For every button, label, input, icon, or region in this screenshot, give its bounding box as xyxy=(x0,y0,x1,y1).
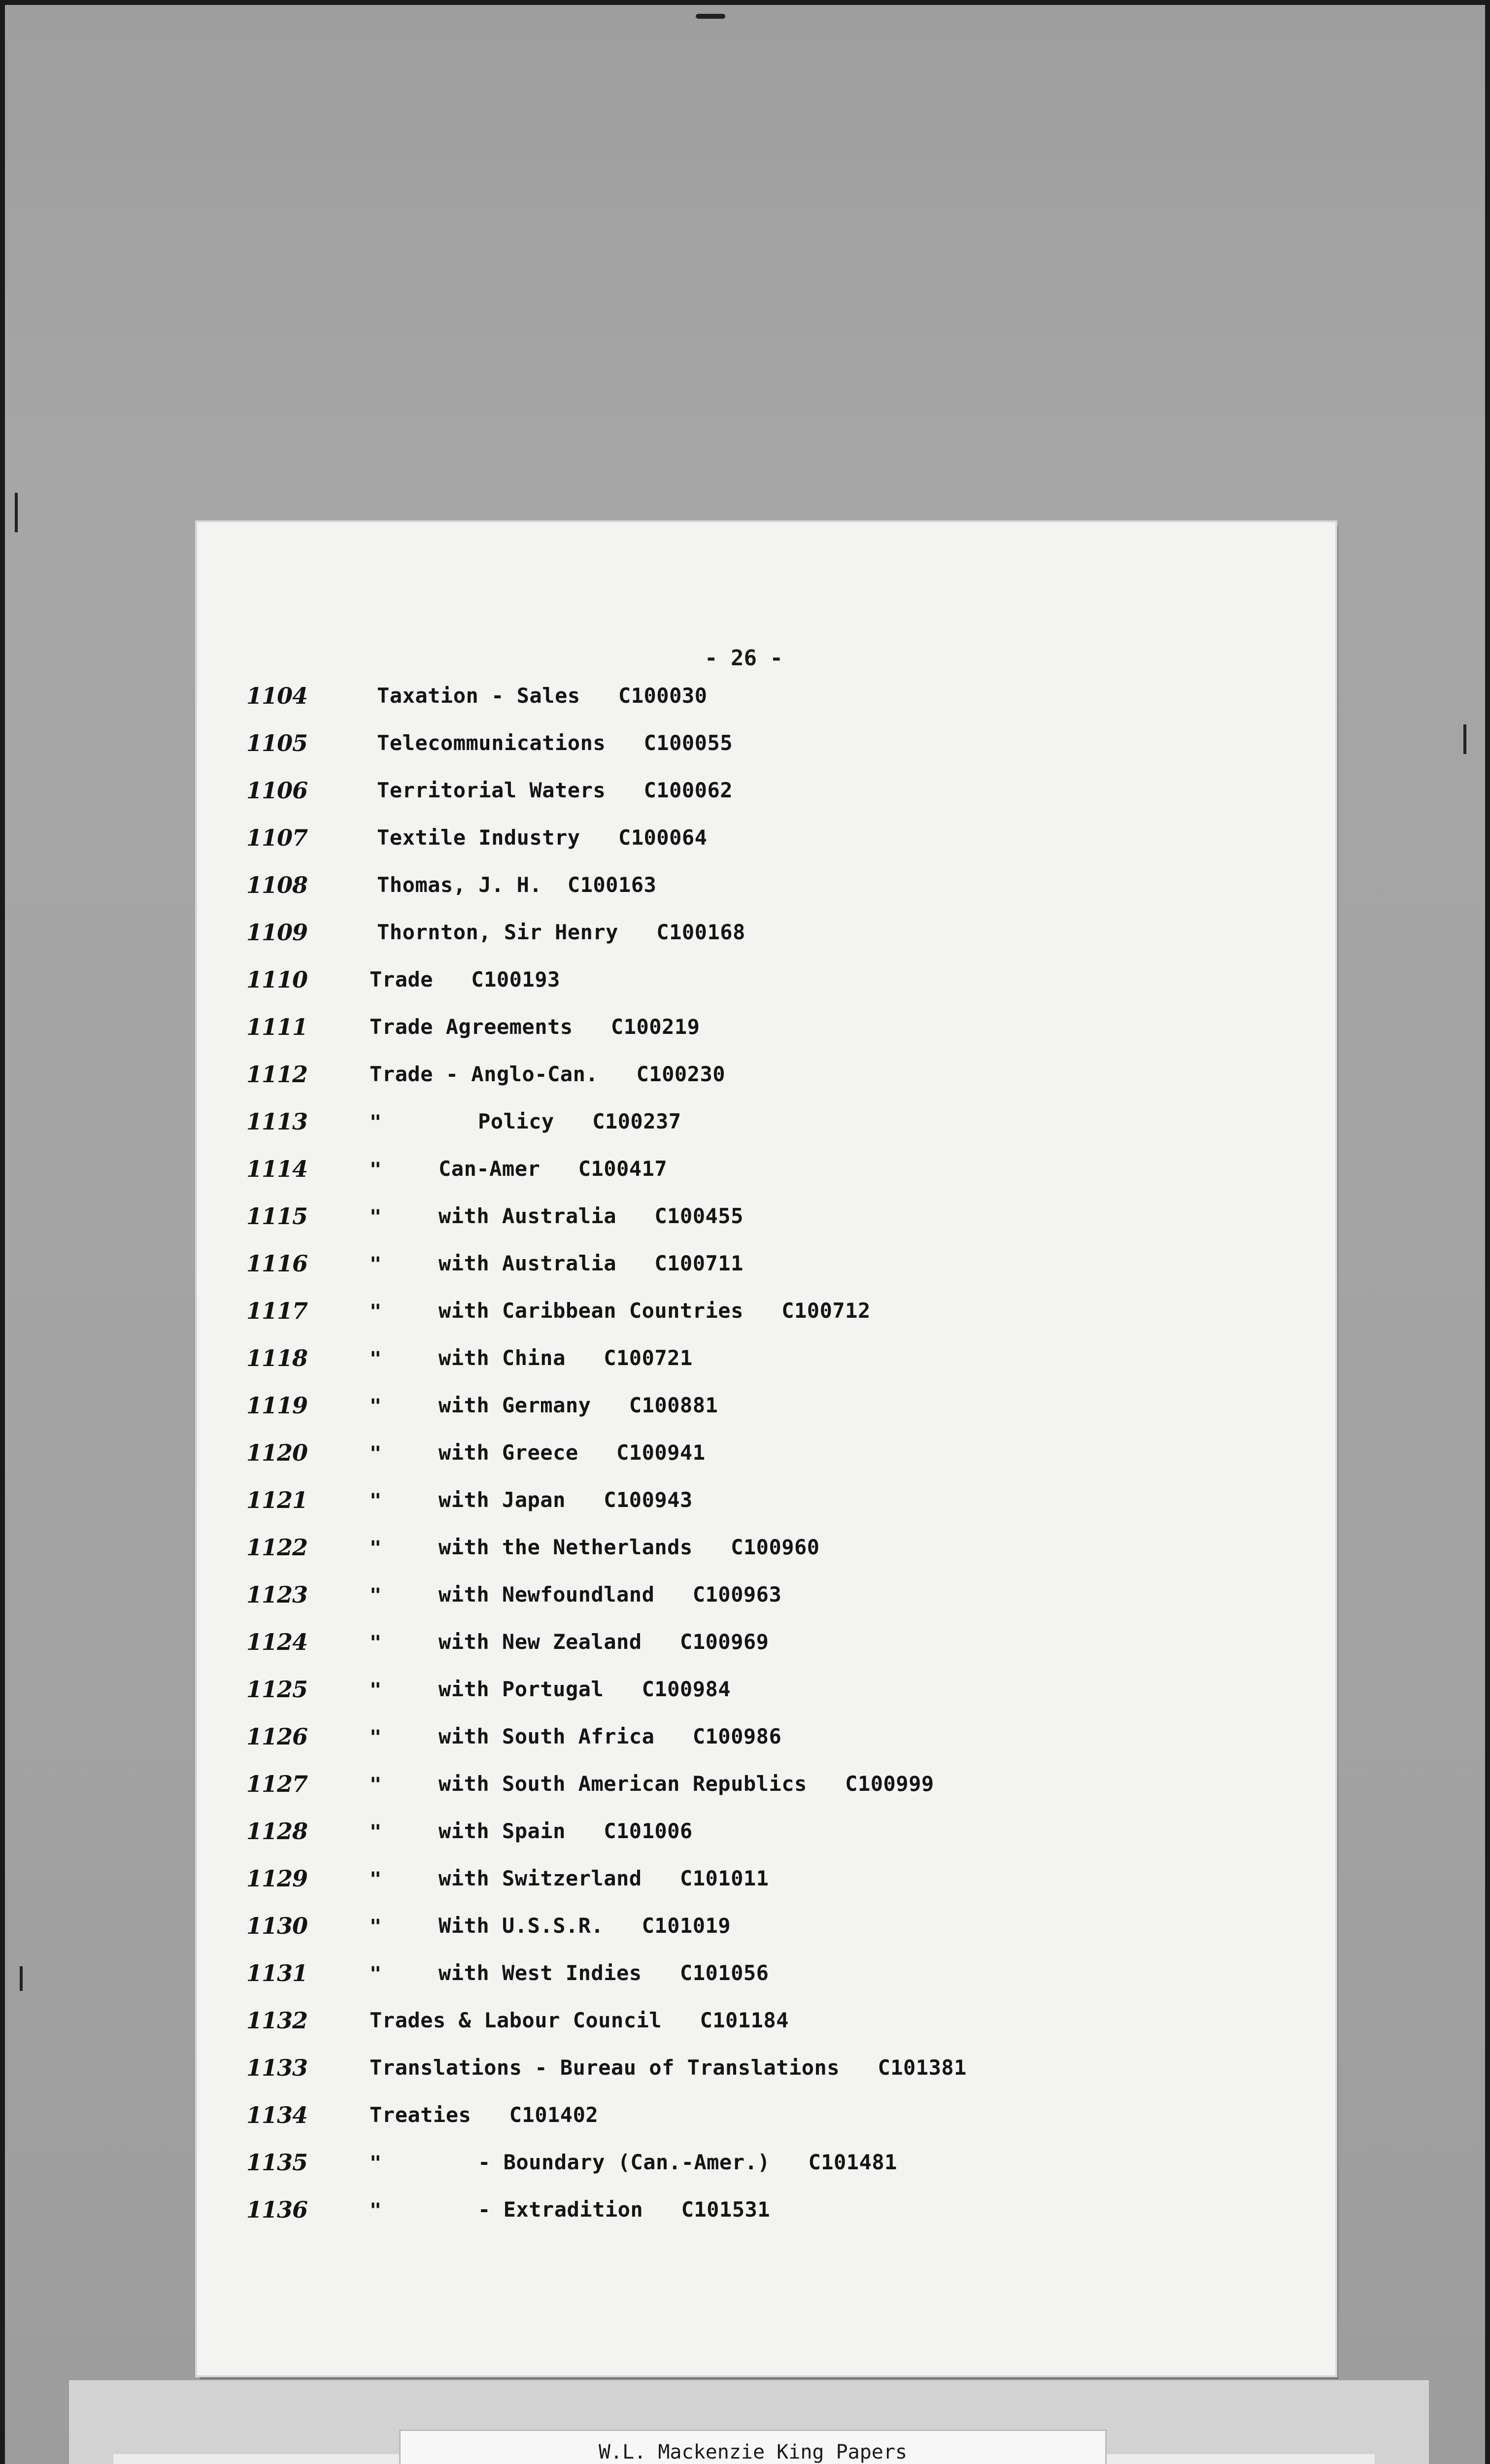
index-entry xyxy=(197,872,1335,919)
ditto-mark: " xyxy=(370,1632,382,1654)
ditto-mark: " xyxy=(370,1111,382,1134)
index-entry xyxy=(197,1581,1335,1629)
entry-text: - Extradition C101531 xyxy=(478,2197,771,2222)
index-entry xyxy=(197,1203,1335,1250)
entry-text: Treaties C101402 xyxy=(370,2103,599,2127)
entry-number: 1130 xyxy=(246,1913,308,1939)
entry-number: 1118 xyxy=(246,1345,308,1371)
entry-text: with West Indies C101056 xyxy=(439,1961,769,1985)
entry-number: 1131 xyxy=(246,1960,308,1986)
index-entry xyxy=(197,1818,1335,1865)
collection-strip xyxy=(399,2430,1107,2464)
entry-text: with Japan C100943 xyxy=(439,1488,693,1512)
ditto-mark: " xyxy=(370,1490,382,1512)
entry-text: Trades & Labour Council C101184 xyxy=(370,2008,789,2032)
film-mark xyxy=(696,14,725,19)
entry-text: Policy C100237 xyxy=(478,1109,681,1133)
index-entry xyxy=(197,1913,1335,1960)
index-entry xyxy=(197,1156,1335,1203)
entry-text: with Greece C100941 xyxy=(439,1440,706,1465)
index-entry xyxy=(197,1676,1335,1723)
entry-number: 1128 xyxy=(246,1818,308,1845)
entry-text: Trade - Anglo-Can. C100230 xyxy=(370,1062,726,1086)
entry-number: 1121 xyxy=(246,1487,308,1513)
film-scratch xyxy=(20,1966,23,1991)
entry-number: 1110 xyxy=(246,966,308,993)
entry-number: 1114 xyxy=(246,1156,308,1182)
entry-number: 1117 xyxy=(246,1298,308,1324)
archive-label-card xyxy=(69,2380,1429,2464)
entry-number: 1123 xyxy=(246,1581,308,1608)
entry-text: Trade C100193 xyxy=(370,967,560,992)
entry-text: with South Africa C100986 xyxy=(439,1724,782,1748)
ditto-mark: " xyxy=(370,1916,382,1938)
index-entry xyxy=(197,1487,1335,1534)
index-entry xyxy=(197,1771,1335,1818)
entry-number: 1122 xyxy=(246,1534,308,1561)
ditto-mark: " xyxy=(370,1726,382,1749)
film-scratch xyxy=(1463,724,1466,754)
entry-number: 1120 xyxy=(246,1439,308,1466)
entry-text: With U.S.S.R. C101019 xyxy=(439,1914,731,1938)
entry-text: Telecommunications C100055 xyxy=(377,731,733,755)
entry-text: with the Netherlands C100960 xyxy=(439,1535,820,1559)
entry-number: 1111 xyxy=(246,1014,308,1040)
entry-number: 1109 xyxy=(246,919,308,946)
entry-number: 1124 xyxy=(246,1629,308,1655)
entry-number: 1134 xyxy=(246,2102,308,2128)
index-entry xyxy=(197,1392,1335,1439)
index-entry xyxy=(197,2102,1335,2149)
index-entry xyxy=(197,1629,1335,1676)
page-number: - 26 - xyxy=(705,646,783,671)
entry-text: with Germany C100881 xyxy=(439,1393,718,1417)
index-entry xyxy=(197,2007,1335,2054)
index-entry xyxy=(197,1960,1335,2007)
entry-number: 1112 xyxy=(246,1061,308,1088)
ditto-mark: " xyxy=(370,1584,382,1607)
entry-number: 1107 xyxy=(246,824,308,851)
index-entry xyxy=(197,824,1335,872)
entry-number: 1105 xyxy=(246,730,308,756)
ditto-mark: " xyxy=(370,1537,382,1560)
ditto-mark: " xyxy=(370,1395,382,1418)
index-entry xyxy=(197,1345,1335,1392)
ditto-mark: " xyxy=(370,2199,382,2222)
collection-name: W.L. Mackenzie King Papers xyxy=(598,2441,908,2464)
entry-number: 1133 xyxy=(246,2054,308,2081)
entry-text: with Australia C100711 xyxy=(439,1251,744,1275)
index-entry xyxy=(197,1061,1335,1108)
index-entry xyxy=(197,1298,1335,1345)
ditto-mark: " xyxy=(370,2152,382,2175)
index-entry xyxy=(197,919,1335,966)
index-entry xyxy=(197,777,1335,824)
ditto-mark: " xyxy=(370,1774,382,1796)
entry-text: with New Zealand C100969 xyxy=(439,1630,769,1654)
index-entry xyxy=(197,730,1335,777)
entry-text: Taxation - Sales C100030 xyxy=(377,684,708,708)
index-entry xyxy=(197,2196,1335,2244)
ditto-mark: " xyxy=(370,1159,382,1181)
ditto-mark: " xyxy=(370,1821,382,1844)
entry-number: 1126 xyxy=(246,1723,308,1750)
ditto-mark: " xyxy=(370,1868,382,1891)
index-list xyxy=(197,683,1335,2244)
entry-text: with Portugal C100984 xyxy=(439,1677,731,1701)
entry-number: 1135 xyxy=(246,2149,308,2176)
ditto-mark: " xyxy=(370,1253,382,1276)
ditto-mark: " xyxy=(370,1348,382,1370)
entry-text: Textile Industry C100064 xyxy=(377,825,708,850)
ditto-mark: " xyxy=(370,1206,382,1229)
index-entry xyxy=(197,966,1335,1014)
index-entry xyxy=(197,1250,1335,1298)
entry-text: Thomas, J. H. C100163 xyxy=(377,873,657,897)
entry-text: Translations - Bureau of Translations C101381 xyxy=(370,2055,967,2080)
entry-text: with Spain C101006 xyxy=(439,1819,693,1843)
entry-number: 1116 xyxy=(246,1250,308,1277)
entry-text: Territorial Waters C100062 xyxy=(377,778,733,802)
entry-text: with Australia C100455 xyxy=(439,1204,744,1228)
entry-text: with Caribbean Countries C100712 xyxy=(439,1299,871,1323)
entry-text: with Newfoundland C100963 xyxy=(439,1582,782,1607)
entry-number: 1132 xyxy=(246,2007,308,2034)
index-entry xyxy=(197,1014,1335,1061)
entry-number: 1115 xyxy=(246,1203,308,1230)
entry-text: with Switzerland C101011 xyxy=(439,1866,769,1890)
entry-text: with China C100721 xyxy=(439,1346,693,1370)
entry-number: 1104 xyxy=(246,683,308,709)
ditto-mark: " xyxy=(370,1300,382,1323)
ditto-mark: " xyxy=(370,1679,382,1702)
entry-number: 1127 xyxy=(246,1771,308,1797)
entry-text: with South American Republics C100999 xyxy=(439,1772,934,1796)
entry-number: 1129 xyxy=(246,1865,308,1892)
film-scratch xyxy=(15,493,18,532)
index-entry xyxy=(197,1865,1335,1913)
entry-number: 1136 xyxy=(246,2196,308,2223)
entry-text: Can-Amer C100417 xyxy=(439,1157,668,1181)
ditto-mark: " xyxy=(370,1963,382,1985)
entry-number: 1113 xyxy=(246,1108,308,1135)
entry-text: - Boundary (Can.-Amer.) C101481 xyxy=(478,2150,897,2174)
index-entry xyxy=(197,1108,1335,1156)
entry-number: 1119 xyxy=(246,1392,308,1419)
entry-text: Thornton, Sir Henry C100168 xyxy=(377,920,745,944)
index-entry xyxy=(197,1723,1335,1771)
index-entry xyxy=(197,1534,1335,1581)
document-page xyxy=(197,522,1335,2375)
index-entry xyxy=(197,1439,1335,1487)
index-entry xyxy=(197,2149,1335,2196)
entry-number: 1108 xyxy=(246,872,308,898)
entry-number: 1125 xyxy=(246,1676,308,1703)
entry-text: Trade Agreements C100219 xyxy=(370,1015,700,1039)
entry-number: 1106 xyxy=(246,777,308,804)
ditto-mark: " xyxy=(370,1442,382,1465)
index-entry xyxy=(197,2054,1335,2102)
index-entry xyxy=(197,683,1335,730)
